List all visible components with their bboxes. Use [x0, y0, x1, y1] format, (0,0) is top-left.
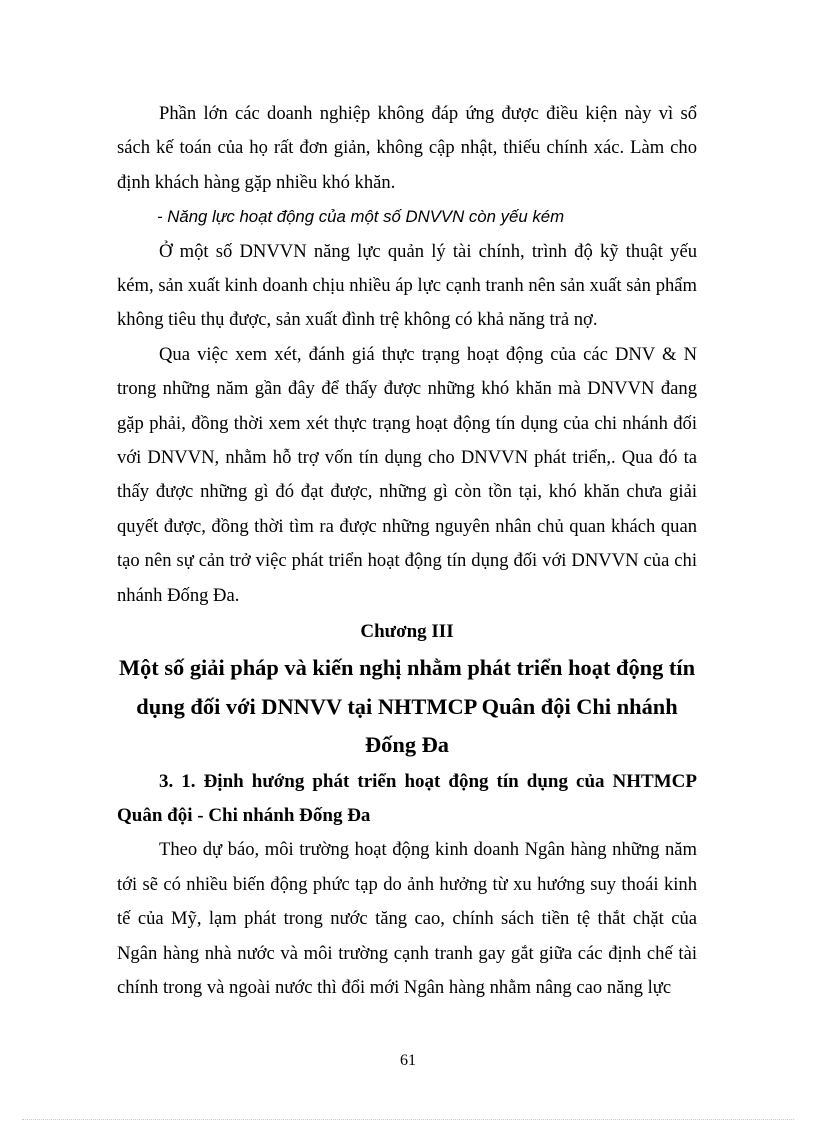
paragraph-capacity: Ở một số DNVVN năng lực quản lý tài chính, trình độ kỹ thuật yếu kém, sản xuất kinh doanh chịu nhiều áp lực cạnh tranh nên sản xuất sản phẩm không tiêu thụ được, sản xuất đình trệ không có khả năng trả nợ.	[117, 240, 697, 331]
page-number: 61	[400, 1052, 416, 1069]
paragraph-review: Qua việc xem xét, đánh giá thực trạng hoạt động của các DNV & N trong những năm gần đây để thấy được những khó khăn mà DNVVN đang gặp phải, đồng thời xem xét thực trạng hoạt động tín dụng của chi nhánh đối với DNVVN, nhằm hỗ trợ vốn tín dụng cho DNVVN phát triển,. Qua đó ta thấy được những gì đó đạt được, những gì còn tồn tại, khó khăn chưa giải quyết được, đồng thời tìm ra được những nguyên nhân chủ quan khách quan tạo nên sự cản trở việc phát triển hoạt động tín dụng đối với DNVVN của chi nhánh Đống Đa.	[117, 343, 697, 606]
paragraph-accounting: Phần lớn các doanh nghiệp không đáp ứng được điều kiện này vì sổ sách kế toán của họ rất đơn giản, không cập nhật, thiếu chính xác. Làm cho định khách hàng gặp nhiều khó khăn.	[117, 103, 697, 193]
chapter-title: Một số giải pháp và kiến nghị nhằm phát triển hoạt động tín dụng đối với DNNVV tại NHTMCP Quân đội Chi nhánh Đống Đa	[118, 655, 696, 758]
bullet-line	[157, 200, 697, 234]
bullet-text: - Năng lực hoạt động của một số DNVVN còn yếu kém	[157, 207, 565, 227]
paragraph-forecast: Theo dự báo, môi trường hoạt động kinh doanh Ngân hàng những năm tới sẽ có nhiều biến động phức tạp do ảnh hưởng từ xu hướng suy thoái kinh tế của Mỹ, lạm phát trong nước tăng cao, chính sách tiền tệ thắt chặt của Ngân hàng nhà nước và môi trường cạnh tranh gay gắt giữa các định chế tài chính trong và ngoài nước thì đổi mới Ngân hàng nhằm nâng cao năng lực	[117, 839, 697, 999]
chapter-label: Chương III	[360, 621, 454, 643]
page-divider	[22, 1119, 794, 1120]
section-heading: 3. 1. Định hướng phát triển hoạt động tín dụng của NHTMCP Quân đội - Chi nhánh Đống Đa	[117, 770, 697, 826]
page-content	[117, 97, 697, 1005]
